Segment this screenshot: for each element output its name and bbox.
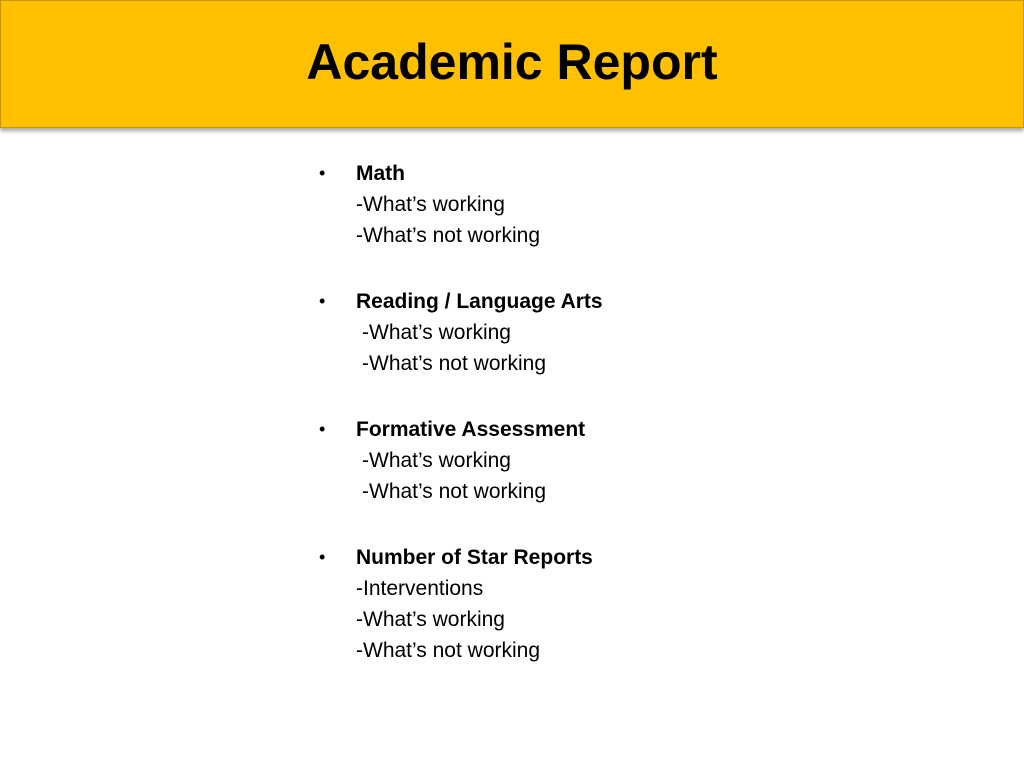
slide-title: Academic Report (306, 34, 718, 90)
section-heading: Reading / Language Arts (356, 290, 603, 313)
list-item-star-reports (313, 542, 733, 666)
section-line: -What’s working (356, 193, 505, 216)
section-line: -What’s not working (356, 639, 541, 662)
section-heading: Formative Assessment (356, 418, 586, 441)
section-heading: Math (356, 162, 405, 185)
section-line: -What’s working (356, 608, 505, 631)
section-line: -Interventions (356, 577, 484, 600)
list-item-reading (313, 286, 733, 379)
section-line: -What’s working (362, 449, 511, 472)
bullet-icon: • (319, 291, 326, 311)
bullet-icon: • (319, 419, 326, 439)
bullet-icon: • (319, 163, 326, 183)
section-line: -What’s not working (362, 352, 547, 375)
section-line: -What’s not working (362, 480, 547, 503)
section-line: -What’s working (362, 321, 511, 344)
list-item-math (313, 158, 733, 251)
list-item-formative-assessment (313, 414, 733, 507)
section-heading: Number of Star Reports (356, 546, 593, 569)
section-line: -What’s not working (356, 224, 541, 247)
bullet-icon: • (319, 547, 326, 567)
bullet-list (313, 158, 733, 666)
